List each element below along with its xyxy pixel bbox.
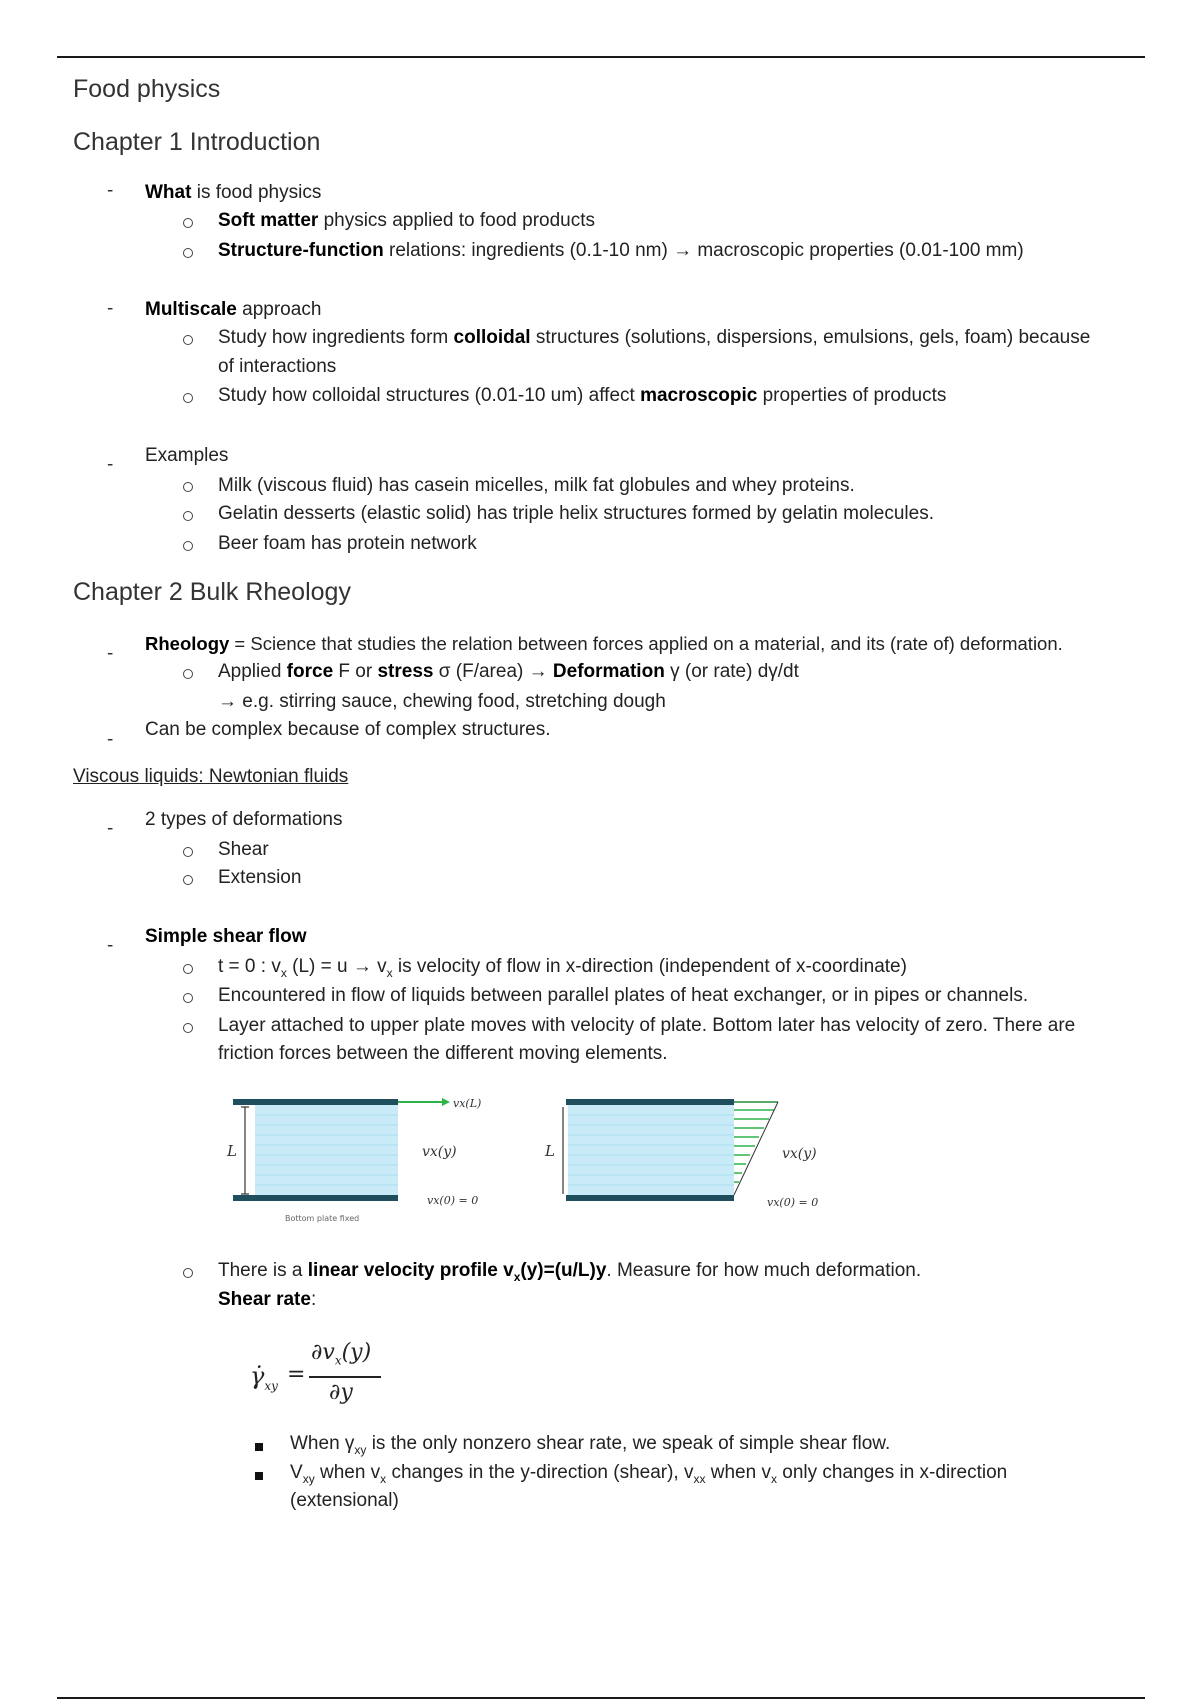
subheading-newtonian: Viscous liquids: Newtonian fluids [73, 766, 349, 787]
chapter1-heading: Chapter 1 Introduction [73, 128, 321, 156]
circle-bullet [183, 993, 193, 1003]
applied-force-item: Applied force F or stress σ (F/area) → Deformation γ (or rate) dγ/dt [218, 661, 799, 682]
example-item: Gelatin desserts (elastic solid) has triple helix structures formed by gelatin molecules. [218, 503, 934, 524]
complex-item: Can be complex because of complex structures. [145, 719, 551, 740]
circle-bullet [183, 335, 193, 345]
caption-bottom-plate: Bottom plate fixed [285, 1214, 360, 1223]
example-item: Milk (viscous fluid) has casein micelles, milk fat globules and whey proteins. [218, 475, 855, 496]
shear-rate-formula [245, 1340, 405, 1420]
fraction-bar [309, 1376, 381, 1378]
deformations-label: 2 types of deformations [145, 809, 343, 830]
formula-numerator: $\partial v_x(y)$ [311, 1340, 372, 1368]
what-item: What is food physics [145, 182, 322, 203]
circle-bullet [183, 964, 193, 974]
simple-shear-label: Simple shear flow [145, 926, 307, 947]
velocity-profile-arrows [734, 1102, 778, 1182]
example-item: Beer foam has protein network [218, 533, 477, 554]
dash-bullet: - [107, 180, 114, 201]
label-vx-y: vx(y) [782, 1146, 817, 1162]
shear-subitem-2: Encountered in flow of liquids between parallel plates of heat exchanger, or in pipes or channels. [218, 985, 1029, 1006]
shear-subitem-1: t = 0 : $v_x$ $(L) = u \to v_x$ is velocity of flow in x-direction (independent of x-coordinate) [218, 956, 907, 980]
dash-bullet: - [107, 935, 114, 956]
formula-lhs: $\gammȧ_{xy}$ [250, 1362, 278, 1393]
soft-matter-item: Soft matter physics applied to food products [218, 210, 596, 231]
multiscale-subitem-2: Study how colloidal structures (0.01-10 um) affect macroscopic properties of products [218, 385, 947, 406]
circle-bullet [183, 393, 193, 403]
dash-bullet: - [107, 818, 114, 839]
multiscale-item: Multiscale approach [145, 299, 322, 320]
square-bullet [255, 1443, 263, 1451]
multiscale-subitem-1-cont: of interactions [218, 356, 337, 377]
extension-item: Extension [218, 867, 302, 888]
profile-line [734, 1102, 778, 1195]
rheology-example: → e.g. stirring sauce, chewing food, stretching dough [218, 691, 666, 712]
fluid-region [568, 1105, 734, 1195]
linear-profile-item: There is a linear velocity profile $v_x(y)=(u/L)y$. Measure for how much deformation. [218, 1260, 922, 1284]
circle-bullet [183, 1268, 193, 1278]
circle-bullet [183, 875, 193, 885]
bottom-rule [57, 1697, 1145, 1699]
shear-subitem-3-cont: friction forces between the different moving elements. [218, 1043, 668, 1064]
shear-subitem-3: Layer attached to upper plate moves with velocity of plate. Bottom later has velocity of zero. There are [218, 1015, 1076, 1036]
shear-item: Shear [218, 839, 269, 860]
dash-bullet: - [107, 643, 114, 664]
label-vx-0: vx(0) = 0 [767, 1196, 819, 1209]
label-L: L [227, 1142, 237, 1160]
shear-rate-note-1: When $\gamma_{xy}$ is the only nonzero shear rate, we speak of simple shear flow. [290, 1433, 891, 1457]
circle-bullet [183, 669, 193, 679]
dash-bullet: - [107, 298, 114, 319]
shear-rate-note-2-cont: (extensional) [290, 1490, 399, 1511]
circle-bullet [183, 511, 193, 521]
formula-denominator: ∂y [329, 1380, 353, 1405]
shear-flow-figure-left [210, 1090, 500, 1240]
label-L: L [545, 1142, 555, 1160]
fluid-region [255, 1105, 398, 1195]
circle-bullet [183, 847, 193, 857]
formula-eq: = [287, 1362, 306, 1387]
bottom-plate [233, 1195, 398, 1201]
page-title: Food physics [73, 75, 221, 103]
circle-bullet [183, 1023, 193, 1033]
top-plate [566, 1099, 734, 1105]
shear-rate-note-2: $V_{xy}$ when $v_x$ changes in the y-direction (shear), $v_{xx}$ when $v_x$ only changes in x-direction [290, 1462, 1008, 1486]
label-vx-y: vx(y) [422, 1144, 457, 1160]
circle-bullet [183, 482, 193, 492]
shear-rate-label: Shear rate: [218, 1289, 317, 1310]
bottom-plate [566, 1195, 734, 1201]
shear-flow-figure-right [545, 1090, 840, 1240]
circle-bullet [183, 248, 193, 258]
circle-bullet [183, 218, 193, 228]
dash-bullet: - [107, 454, 114, 475]
square-bullet [255, 1472, 263, 1480]
structure-function-item: Structure-function relations: ingredients (0.1-10 nm) → macroscopic properties (0.01-100 mm) [218, 240, 1024, 261]
chapter2-heading: Chapter 2 Bulk Rheology [73, 578, 351, 606]
multiscale-subitem-1: Study how ingredients form colloidal structures (solutions, dispersions, emulsions, gels, foam) because [218, 327, 1091, 348]
rheology-definition: Rheology = Science that studies the relation between forces applied on a material, and its (rate of) deformation. [145, 633, 1063, 654]
examples-label: Examples [145, 445, 229, 466]
top-plate [233, 1099, 398, 1105]
label-vx-0: vx(0) = 0 [427, 1194, 479, 1207]
dash-bullet: - [107, 729, 114, 750]
label-vx-L: vx(L) [453, 1097, 482, 1110]
top-rule [57, 56, 1145, 58]
circle-bullet [183, 541, 193, 551]
